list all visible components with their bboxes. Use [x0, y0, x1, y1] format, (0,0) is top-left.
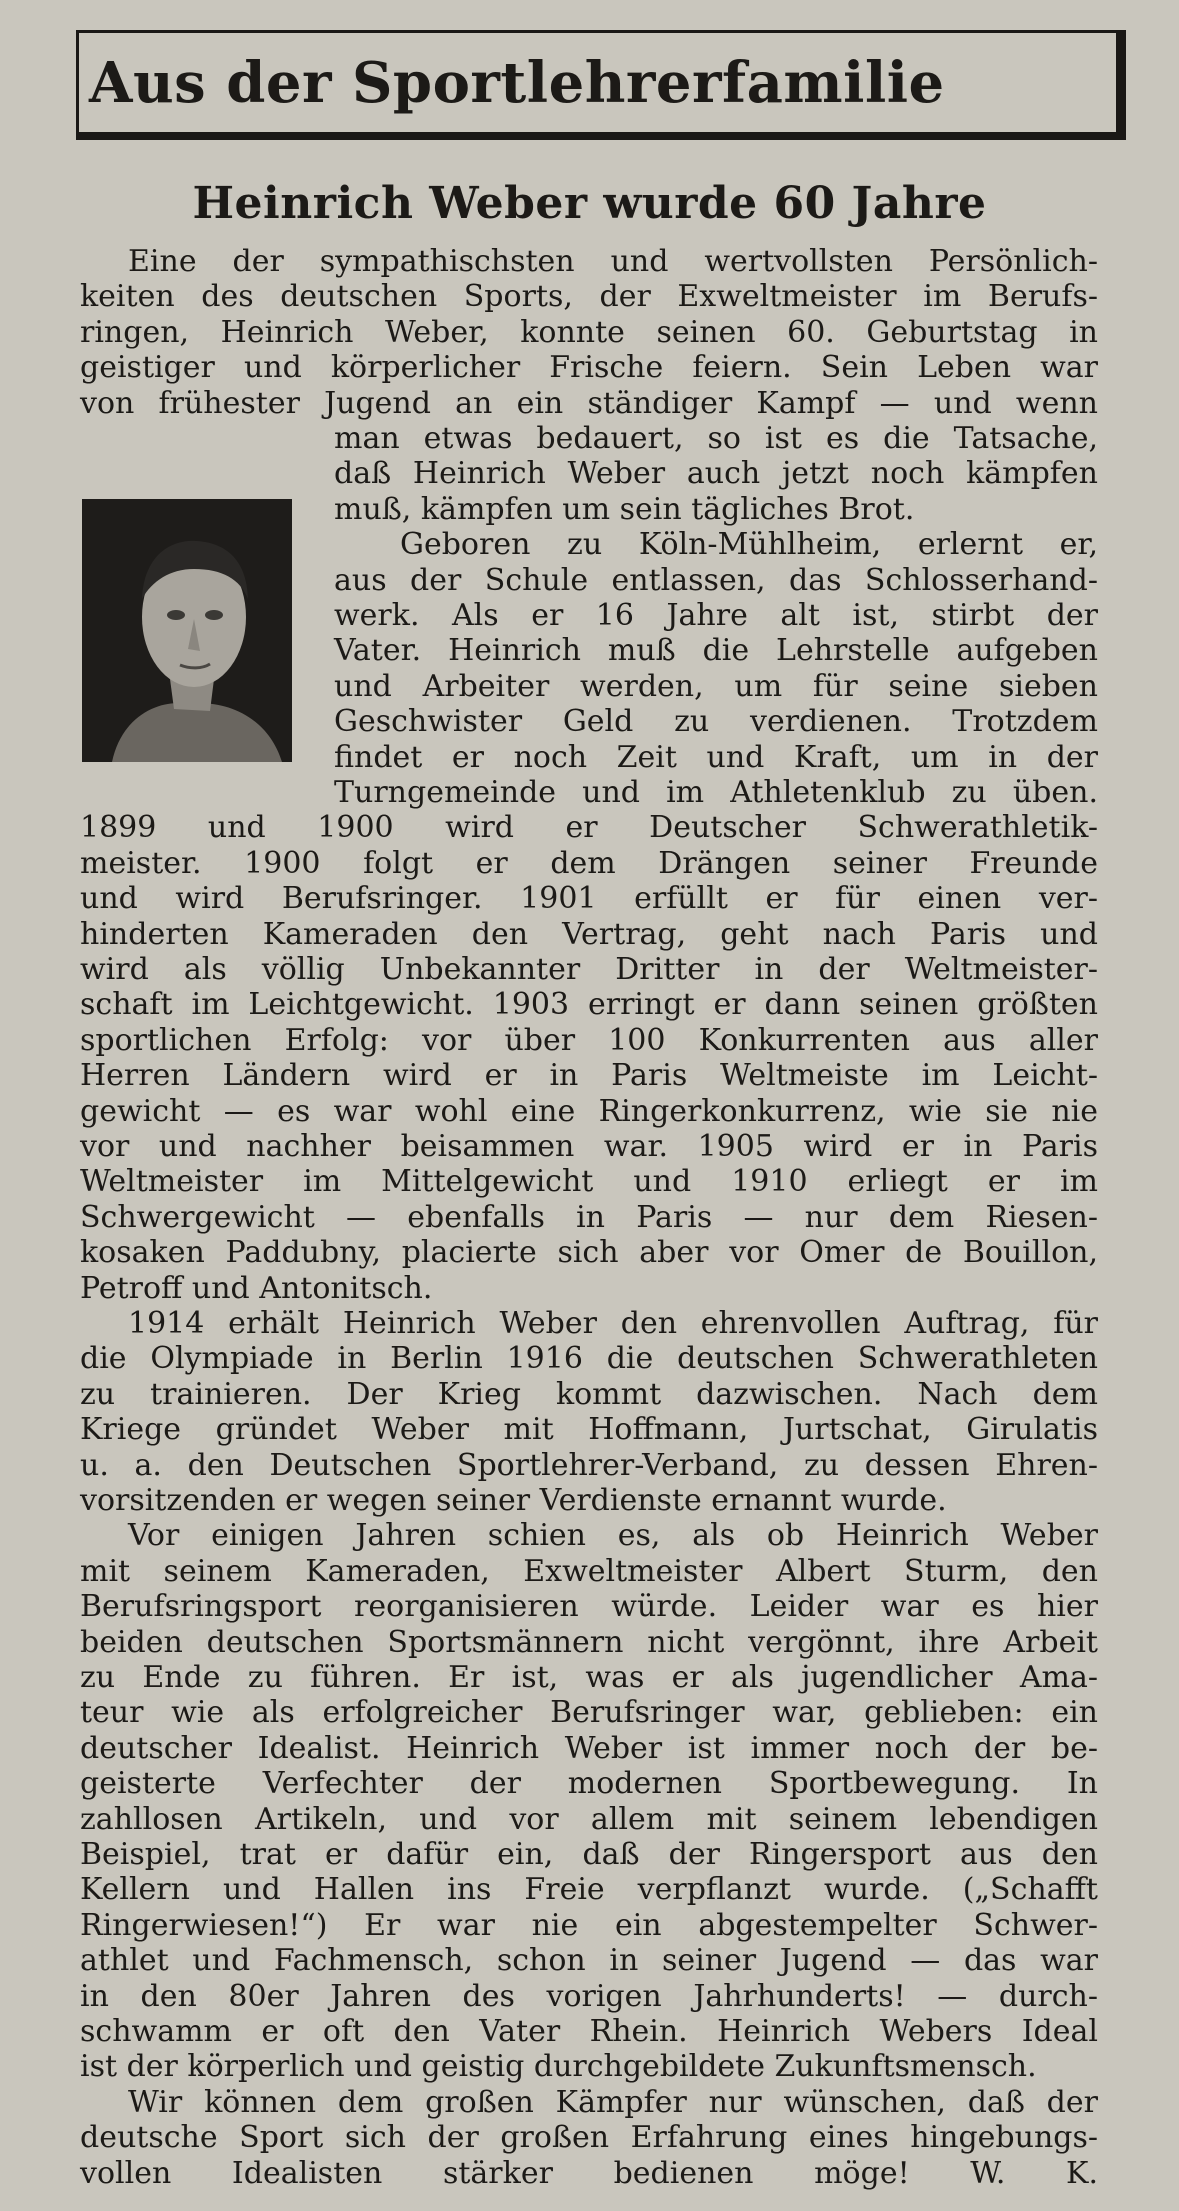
- text-line: meister. 1900 folgt er dem Drängen seiner Freunde: [80, 845, 1098, 881]
- text-line: gewicht — es war wohl eine Ringerkonkurrenz, wie sie nie: [80, 1093, 1098, 1129]
- text-line: u. a. den Deutschen Sportlehrer-Verband, zu dessen Ehren-: [80, 1447, 1098, 1483]
- text-line: und Arbeiter werden, um für seine sieben: [334, 668, 1098, 704]
- text-line: Weltmeister im Mittelgewicht und 1910 erliegt er im: [80, 1164, 1098, 1200]
- text-line: Herren Ländern wird er in Paris Weltmeiste im Leicht-: [80, 1058, 1098, 1094]
- text-line: ist der körperlich und geistig durchgebildete Zukunftsmensch.: [80, 2049, 1037, 2085]
- text-line: 1914 erhält Heinrich Weber den ehrenvollen Auftrag, für: [128, 1306, 1098, 1341]
- section-title: Aus der Sportlehrerfamilie: [89, 49, 945, 116]
- text-line: daß Heinrich Weber auch jetzt noch kämpfen: [334, 456, 1098, 492]
- portrait-photo: [82, 499, 292, 762]
- text-line: kosaken Paddubny, placierte sich aber vor Omer de Bouillon,: [80, 1235, 1098, 1271]
- portrait-image: [82, 499, 292, 762]
- text-line: teur wie als erfolgreicher Berufsringer war, geblieben: ein: [80, 1695, 1098, 1731]
- text-line: findet er noch Zeit und Kraft, um in der: [334, 739, 1098, 775]
- text-line: man etwas bedauert, so ist es die Tatsache,: [334, 421, 1098, 456]
- text-line: zu Ende zu führen. Er ist, was er als jugendlicher Ama-: [80, 1660, 1098, 1695]
- text-line: Wir können dem großen Kämpfer nur wünschen, daß der: [128, 2084, 1098, 2120]
- text-line: beiden deutschen Sportsmännern nicht vergönnt, ihre Arbeit: [80, 1624, 1098, 1660]
- text-line: Turngemeinde und im Athletenklub zu üben.: [334, 775, 1098, 810]
- text-line: Geschwister Geld zu verdienen. Trotzdem: [334, 704, 1098, 740]
- text-line: schaft im Leichtgewicht. 1903 erringt er dann seinen größten: [80, 987, 1098, 1023]
- text-line: und wird Berufsringer. 1901 erfüllt er für einen ver-: [80, 881, 1098, 917]
- text-line: in den 80er Jahren des vorigen Jahrhunderts! — durch-: [80, 1978, 1098, 2014]
- text-line: athlet und Fachmensch, schon in seiner Jugend — das war: [80, 1943, 1098, 1979]
- text-line: sportlichen Erfolg: vor über 100 Konkurrenten aus aller: [80, 1022, 1098, 1058]
- text-line: vorsitzenden er wegen seiner Verdienste ernannt wurde.: [80, 1483, 947, 1518]
- text-line: Kriege gründet Weber mit Hoffmann, Jurtschat, Girulatis: [80, 1412, 1098, 1448]
- text-line: keiten des deutschen Sports, der Exweltmeister im Berufs-: [80, 279, 1098, 315]
- text-line: deutsche Sport sich der großen Erfahrung eines hingebungs-: [80, 2120, 1098, 2156]
- text-line: Kellern und Hallen ins Freie verpflanzt wurde. („Schafft: [80, 1872, 1098, 1908]
- text-line: muß, kämpfen um sein tägliches Brot.: [334, 491, 915, 527]
- text-line: mit seinem Kameraden, Exweltmeister Albert Sturm, den: [80, 1553, 1098, 1589]
- section-header: [76, 30, 1126, 140]
- text-line: Berufsringsport reorganisieren würde. Leider war es hier: [80, 1589, 1098, 1625]
- text-line: wird als völlig Unbekannter Dritter in der Weltmeister-: [80, 952, 1098, 987]
- text-line: deutscher Idealist. Heinrich Weber ist immer noch der be-: [80, 1730, 1098, 1766]
- text-line: die Olympiade in Berlin 1916 die deutschen Schwerathleten: [80, 1341, 1098, 1377]
- text-line: Schwergewicht — ebenfalls in Paris — nur dem Riesen-: [80, 1199, 1098, 1235]
- text-line: ringen, Heinrich Weber, konnte seinen 60. Geburtstag in: [80, 314, 1098, 350]
- text-line: Vor einigen Jahren schien es, als ob Heinrich Weber: [128, 1518, 1098, 1554]
- text-line: geistiger und körperlicher Frische feiern. Sein Leben war: [80, 350, 1098, 386]
- text-line: zu trainieren. Der Krieg kommt dazwischen. Nach dem: [80, 1376, 1098, 1412]
- text-line: Eine der sympathischsten und wertvollsten Persönlich-: [128, 244, 1098, 279]
- text-line: hinderten Kameraden den Vertrag, geht nach Paris und: [80, 916, 1098, 952]
- text-line: vor und nachher beisammen war. 1905 wird er in Paris: [80, 1129, 1098, 1164]
- text-line: Ringerwiesen!“) Er war nie ein abgestempelter Schwer-: [80, 1907, 1098, 1943]
- text-line: werk. Als er 16 Jahre alt ist, stirbt der: [334, 598, 1098, 633]
- text-line: Petroff und Antonitsch.: [80, 1270, 433, 1306]
- text-line: zahllosen Artikeln, und vor allem mit seinem lebendigen: [80, 1801, 1098, 1837]
- text-line: Beispiel, trat er dafür ein, daß der Ringersport aus den: [80, 1837, 1098, 1872]
- article-title: Heinrich Weber wurde 60 Jahre: [192, 178, 987, 229]
- text-line: schwamm er oft den Vater Rhein. Heinrich Webers Ideal: [80, 2014, 1098, 2049]
- text-line: von frühester Jugend an ein ständiger Kampf — und wenn: [80, 385, 1098, 421]
- text-line: Geboren zu Köln-Mühlheim, erlernt er,: [400, 527, 1098, 563]
- text-line: Vater. Heinrich muß die Lehrstelle aufgeben: [334, 633, 1098, 669]
- text-line: aus der Schule entlassen, das Schlosserhand-: [334, 562, 1098, 598]
- text-line: vollen Idealisten stärker bedienen möge! W. K.: [80, 2155, 1098, 2191]
- text-line: 1899 und 1900 wird er Deutscher Schwerathletik-: [80, 810, 1098, 846]
- text-line: geisterte Verfechter der modernen Sportbewegung. In: [80, 1766, 1098, 1802]
